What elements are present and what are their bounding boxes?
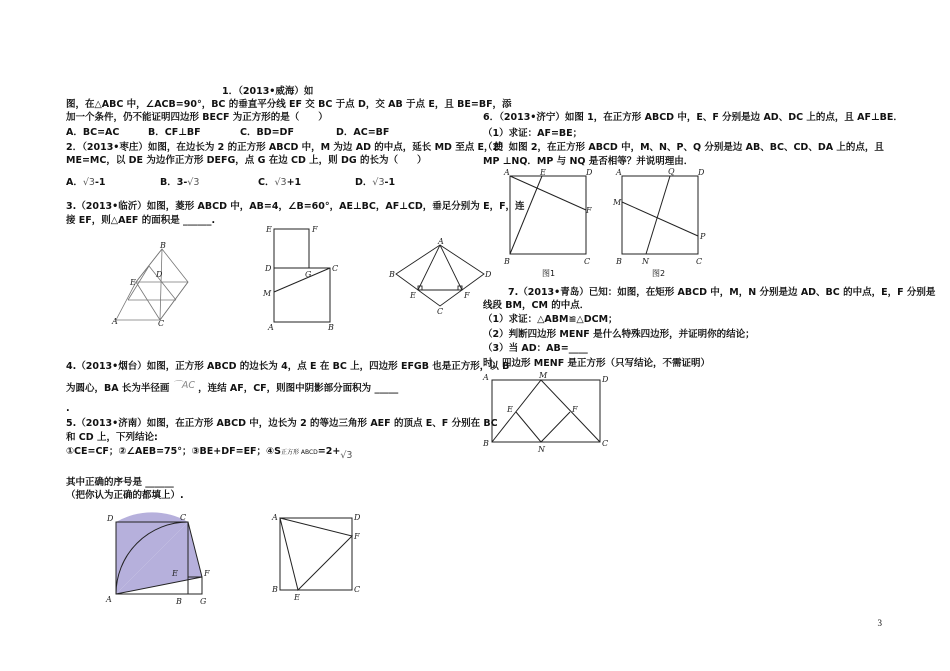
svg-text:D: D [485,270,492,279]
svg-text:B: B [160,241,166,250]
svg-text:E: E [294,593,300,602]
q7-line4: （2）判断四边形 MENF 是什么特殊四边形，并证明你的结论； [483,329,755,340]
rectangle-figure-q7 [480,372,610,460]
svg-text:C: C [437,307,444,316]
q1-option-a: A．BC=AC [66,127,120,138]
svg-text:B: B [616,257,622,266]
svg-text:G: G [200,597,207,606]
svg-text:E: E [410,291,416,300]
square-figure-q2 [262,224,342,330]
q6-line1: 6．（2013•济宁）如图 1，在正方形 ABCD 中，E、F 分别是边 AD、DC 上的点，且 AF⊥BE． [483,112,903,123]
svg-text:M: M [263,289,272,298]
q5-line2: 和 CD 上，下列结论: [66,432,158,443]
svg-text:D: D [265,264,272,273]
svg-text:E: E [540,168,546,177]
q1-line2: 加一个条件，仍不能证明四边形 BECF 为正方形的是（ ） [66,112,328,123]
q2-line2: ME=MC，以 DE 为边作正方形 DEFG，点 G 在边 CD 上，则 DG 的长为（ ） [66,155,427,166]
svg-text:M: M [613,198,622,207]
svg-text:A: A [616,168,622,177]
fig1-caption: 图1 [542,269,556,278]
svg-text:E: E [130,278,136,287]
svg-text:B: B [272,585,278,594]
fig2-caption: 图2 [652,269,666,278]
svg-text:A: A [483,373,489,382]
q4-line1: 4.（2013•烟台）如图，正方形 ABCD 的边长为 4，点 E 在 BC 上，四边形 EFGB 也是正方形，以 B [66,361,510,372]
svg-text:C: C [158,319,165,328]
q7-line5: （3）当 AD：AB=____ [483,343,588,354]
q6-line2: （1）求证：AF=BE； [483,128,583,139]
svg-text:N: N [538,445,545,454]
q1-option-b: B．CF⊥BF [148,127,201,138]
q5-line1: 5.（2013•济南）如图，在正方形 ABCD 中，边长为 2 的等边三角形 AEF 的顶点 E、F 分别在 BC [66,418,498,429]
page-number: 3 [877,618,882,628]
svg-text:F: F [586,206,592,215]
svg-text:D: D [156,270,163,279]
svg-text:C: C [332,264,339,273]
q4-line3: . [66,403,70,414]
svg-text:A: A [504,168,510,177]
svg-text:F: F [354,532,360,541]
svg-text:F: F [464,291,470,300]
svg-text:C: C [696,257,703,266]
q2-line1: 2．（2013•枣庄）如图，在边长为 2 的正方形 ABCD 中，M 为边 AD 的中点，延长 MD 至点 E，使 [66,142,504,153]
svg-text:C: C [584,257,591,266]
svg-text:A: A [272,513,278,522]
q1-option-c: C．BD=DF [240,127,294,138]
svg-text:Q: Q [668,167,675,176]
q7-line6: 时，四边形 MENF 是正方形（只写结论，不需证明） [483,358,710,369]
q1-option-d: D．AC=BF [336,127,390,138]
svg-text:C: C [180,513,187,522]
q7-line1: 7.（2013•青岛）已知：如图，在矩形 ABCD 中，M，N 分别是边 AD、BC 的中点，E，F 分别是 [508,287,936,298]
q1-line1: 图，在△ABC 中，∠ACB=90°，BC 的垂直平分线 EF 交 BC 于点 D，交 AB 于点 E，且 BE=BF，添 [66,99,512,110]
svg-text:D: D [107,514,114,523]
q2-option-a: A．√3-1 [66,177,106,188]
q7-line3: （1）求证：△ABM≌△DCM； [483,314,618,325]
svg-text:E: E [507,405,513,414]
svg-text:A: A [112,317,118,326]
q6-line3: （2）如图 2，在正方形 ABCD 中，M、N、P、Q 分别是边 AB、BC、CD、DA 上的点，且 [483,142,884,153]
q2-option-b: B．3-√3 [160,177,200,188]
svg-text:M: M [539,371,548,380]
q6-line4: MP ⊥NQ．MP 与 NQ 是否相等？并说明理由． [483,156,694,167]
q2-option-d: D．√3-1 [355,177,396,188]
svg-text:F: F [572,405,578,414]
q1-header: 1．（2013•威海）如 [222,86,314,97]
svg-text:F: F [312,225,318,234]
q4-line2: 为圆心，BA 长为半径画 ⌒AC ，连结 AF，CF，则图中阴影部分面积为 _____ [66,380,399,394]
svg-text:E: E [172,569,178,578]
svg-text:C: C [354,585,361,594]
svg-text:B: B [328,323,334,332]
q5-line5: （把你认为正确的都填上）. [66,490,184,501]
svg-text:B: B [504,257,510,266]
rhombus-figure-q3 [388,237,492,316]
svg-text:B: B [389,270,395,279]
svg-text:E: E [266,225,272,234]
svg-text:A: A [438,237,444,246]
q5-line3: ①CE=CF；②∠AEB=75°；③BE+DF=EF；④S正方形 ABCD=2+√3 [66,446,353,461]
svg-text:D: D [586,168,593,177]
rhombus-figure-1 [108,241,190,328]
svg-text:P: P [700,232,706,241]
q3-line1: 3.（2013•临沂）如图，菱形 ABCD 中，AB=4，∠B=60°，AE⊥BC，AF⊥CD，垂足分别为 E，F，连 [66,201,525,212]
svg-text:D: D [602,375,609,384]
svg-text:G: G [305,270,312,279]
q3-line2: 接 EF，则△AEF 的面积是 ______. [66,215,216,226]
svg-text:C: C [602,439,609,448]
svg-text:B: B [176,597,182,606]
svg-text:D: D [698,168,705,177]
square-figure-q6-2 [612,166,712,270]
svg-text:D: D [354,513,361,522]
square-triangle-figure-q5 [270,512,366,602]
square-figure-q6-1 [500,166,605,270]
svg-text:A: A [268,323,274,332]
svg-text:B: B [483,439,489,448]
svg-text:A: A [106,595,112,604]
svg-text:F: F [204,569,210,578]
q2-option-c: C．√3+1 [258,177,302,188]
svg-text:N: N [642,257,649,266]
q7-line2: 线段 BM，CM 的中点． [483,300,590,311]
q5-line4: 其中正确的序号是 ______ [66,477,174,488]
shaded-sector-figure-q4 [104,512,214,604]
